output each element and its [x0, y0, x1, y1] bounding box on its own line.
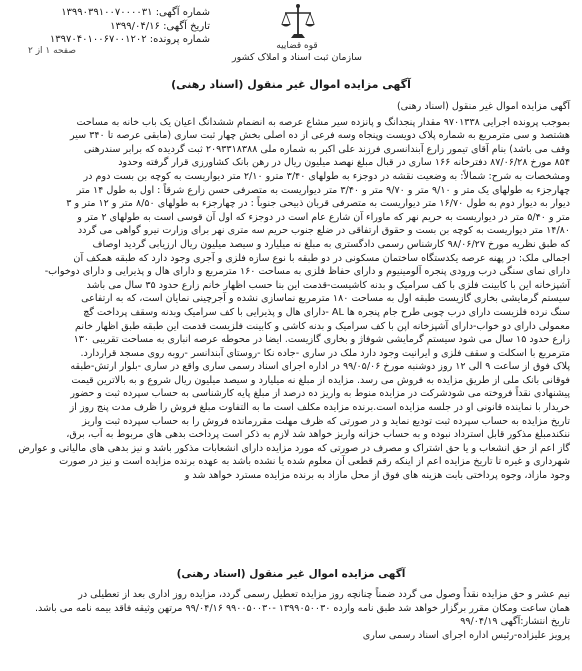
body-line: همان ساعت ومکان مقرر برگزار خواهد شد طبق نامه وارده ۱۳۹۹۰۵۰۰۳۰ -۹۹۰۰۵۰۰۳۰ ۹۹/۰۴/۱۶ مرتهن وثیقه فاقد بیمه نامه می باشد.	[35, 602, 570, 614]
notice-body	[12, 100, 570, 483]
body-line: هشتصد و سی مترمربع به شماره پلاک دویست وپنجاه وسه فرعی از ده اصلی بخش چهار ثبت ساری (مابقی عرصه تا ۳۴۰ سیر	[69, 130, 570, 142]
body-line: نیم عشر و حق مزایده نقداً وصول می گردد ضمناً چنانچه روز مزایده تعطیل رسمی گردد، مزایده روز اداری بعد از تعطیلی در	[78, 589, 570, 600]
body-line: وجود مازاد، وجوه پرداختی بابت هزینه های فوق از محل مازاد به برنده مزایده مسترد خواهد شد و	[184, 470, 570, 482]
body-line: سنگ نرده فلزیست دارای درب چوبی طرح جام پنجره ها AL -دارای هال و پذیرایی با کف سرامیک وبدنه وسقف پرداخت گچ	[83, 306, 570, 318]
body-line: شهرداری و غیره تا تاریخ مزایده اعم از اینکه رقم قطعی آن معلوم شده یا نشده باشد به عهده برنده مزایده است و نیز در صورت	[59, 456, 570, 468]
body-line: که طبق نظریه مورخ ۹۸/۰۶/۲۷ کارشناس رسمی دادگستری به مبلغ نه میلیارد و سیصد میلیون ریال ارزیابی گردید اوصاف	[92, 238, 570, 250]
body-line: ننکندمبلغ مذکور قابل استرداد نبوده و به حساب خزانه واریز خواهد شد لازم به ذکر است پرداخت بدهی های مربوط به آب، برق،	[66, 429, 570, 441]
body-line: فوقانی بانک ملی از طریق مزایده به فروش می رسد. مزایده از مبلغ نه میلیارد و سیصد میلیون ریال شروع و به بالاترین قیمت	[71, 374, 570, 386]
body-line: پیشنهادی نقداً فروخته می شودشرکت در مزایده منوط به واریز ده درصد از مبلغ پایه کارشناسی به حساب سپرده ثبت و حضور	[70, 388, 570, 400]
continuation-body	[12, 588, 570, 642]
body-line: مترمربع با اسکلت و سقف فلزی و ایرانیت وجود دارد ملک در ساری -جاده نکا -روستای آبندانسر -روبه روی مسجد قراردارد.	[80, 347, 570, 359]
notice-number-label: شماره آگهی:	[155, 7, 210, 18]
case-number: ۱۳۹۷۰۴۰۱۰۰۶۷۰۰۱۲۰۲	[49, 34, 147, 45]
body-line: گاز اعم از حق انشعاب و یا حق اشتراک و مصرف در صورتی که مورد مزایده دارای انشعابات مذکور باشد و نیز بدهی های مالیاتی و عوارض	[18, 442, 570, 454]
publication-date: تاریخ انتشار:آگهی ۹۹/۰۴/۱۹	[460, 616, 570, 628]
body-line: آشپزخانه این با کابینت فلزی با کف سرامیک و بدنه کاشیست-قدمت این بنا حسب اظهار خانم زارع حدود ۳۵ سال می باشد	[86, 279, 570, 291]
notice-title: آگهی مزایده اموال غیر منقول (اسناد رهنی)	[171, 78, 411, 91]
body-line: معمولی دارای دو خواب-دارای آشپزخانه اپن با کف سرامیک و بدنه کاشی و کابینت فلزیست قدمت این طبقه طبق اظهار خانم	[75, 320, 570, 332]
body-line: سیستم گرمایشی بخاری گازیست طبقه اول به مساحت ۱۸۰ مترمربع نماسازی نشده و آجرچینی نمایان است، که به ارتفاعی	[81, 293, 570, 305]
reference-numbers	[10, 6, 210, 47]
judiciary-scales-emblem-icon	[278, 2, 318, 42]
notice-number: ۱۳۹۹۰۳۹۱۰۰۷۰۰۰۰۳۱	[61, 7, 153, 18]
body-line: بموجب پرونده اجرایی ۹۷۰۱۳۳۸ مقدار پنجدانگ و پانزده سیر مشاع عرصه به انضمام ششدانگ اعیان یک باب خانه به مساحت	[76, 116, 570, 128]
signature-line: پرویز علیزاده-رئیس اداره اجرای اسناد رسمی ساری	[362, 629, 570, 641]
body-line: اجمالی ملک: در پهنه عرصه یکدستگاه ساختمان مسکونی در دو طبقه با نوع سازه فلزی و آجری وجود دارد که طبقه همکف آن	[73, 252, 570, 264]
body-line: ۸۵۴ مورخ ۸۷/۰۶/۲۸ دفترخانه ۱۶۶ ساری در قبال مبلغ نهصد میلیون ریال در رهن بانک کشاورزی قرار گرفته وحدود	[118, 157, 570, 169]
organization-block	[222, 40, 372, 64]
body-line: زارع حدود ۱۵ سال می شود سیستم گرمایشی شوفاژ و بخاری گازیست. ایضا در محوطه عرصه انباری به مساحت تقریبی ۱۳۰	[73, 334, 570, 346]
body-line: متر و ۵/۴۰ متر در دیواریست به حریم نهر که ماوراء آن شارع عام است در دوجزء که اول آن قوسی است به طولهای ۲ متر و	[77, 211, 570, 223]
case-number-row	[10, 33, 210, 47]
body-line: چهارجزء به طولهای یک متر و ۹/۱۰ متر و ۹/۷۰ متر و ۳/۴۰ متر دیواریست به متصرفی حسن زارع شرقاً : اول به طول ۱۴ متر	[76, 184, 570, 196]
body-line: دیوار به دیوار دوم به طول ۱۶/۷۰ متر دیواریست به متصرفی قربان ذبیحی جنوباً : در چهارجزء به طولهای ۸/۵۰ متر و ۱۲ متر و ۳	[66, 198, 570, 210]
notice-subheading: آگهی مزایده اموال غیر منقول (اسناد رهنی)	[396, 101, 570, 112]
page-number: صفحه ۱ از ۲	[28, 46, 76, 56]
case-number-label: شماره پرونده:	[149, 34, 210, 45]
notice-date: ۱۳۹۹/۰۴/۱۶	[110, 20, 160, 32]
judiciary-name: قوه قضاییه	[276, 41, 318, 51]
body-line: تاریخ مزایده به حساب سپرده ثبت تودیع نماید و در صورتی که ظرف مهلت مقررمانده فروش را به حساب سپرده ثبت واریز	[82, 415, 570, 427]
body-line: ومشخصات به شرح: شمالاً: به وضعیت نقشه در دوجزء به طولهای ۳/۴۰ مترو ۲/۱۰ متر دیواریست به کوچه بن بست دوم در	[83, 170, 570, 182]
organization-name: سازمان ثبت اسناد و املاک کشور	[232, 52, 362, 63]
body-line: پلاک فوق از ساعت ۹ الی ۱۲ روز دوشنبه مورخ ۹۹/۰۵/۰۶ در اداره اجرای اسناد رسمی ساری واقع در ساری -بلوار ارتش-طبقه	[70, 361, 570, 373]
continuation-title: آگهی مزایده اموال غیر منقول (اسناد رهنی)	[176, 568, 406, 580]
notice-number-row	[10, 6, 210, 20]
body-line: خریدار با نماینده قانونی او در جلسه مزایده است.برنده مزایده مکلف است ما به التفاوت مبلغ فروش را ظرف مدت پنج روز از	[69, 402, 570, 414]
notice-date-row	[10, 20, 210, 34]
body-line: دارای نمای سنگی درب ورودی پنجره آلومینیوم و دارای حفاظ فلزی به مساحت ۱۶۰ مترمربع و دارای هال و پذیرایی و دارای دوخواب-	[44, 266, 570, 278]
body-line: ۱۴/۸۰ متر دیواریست به کوچه بن بست و حقوق ارتفاقی در ضلع جنوب حریم سه متری نهر برای وزارت نیرو گواهی می گردد	[77, 225, 570, 237]
notice-date-label: تاریخ آگهی:	[163, 20, 210, 32]
body-line: وقف می باشد) بنام آقای تیمور زارع آبندانسری فرزند علی اکبر به شماره ملی ۲۰۹۳۳۱۸۳۸۸ ثبت گردیده که برابر سندرهنی	[83, 143, 570, 155]
